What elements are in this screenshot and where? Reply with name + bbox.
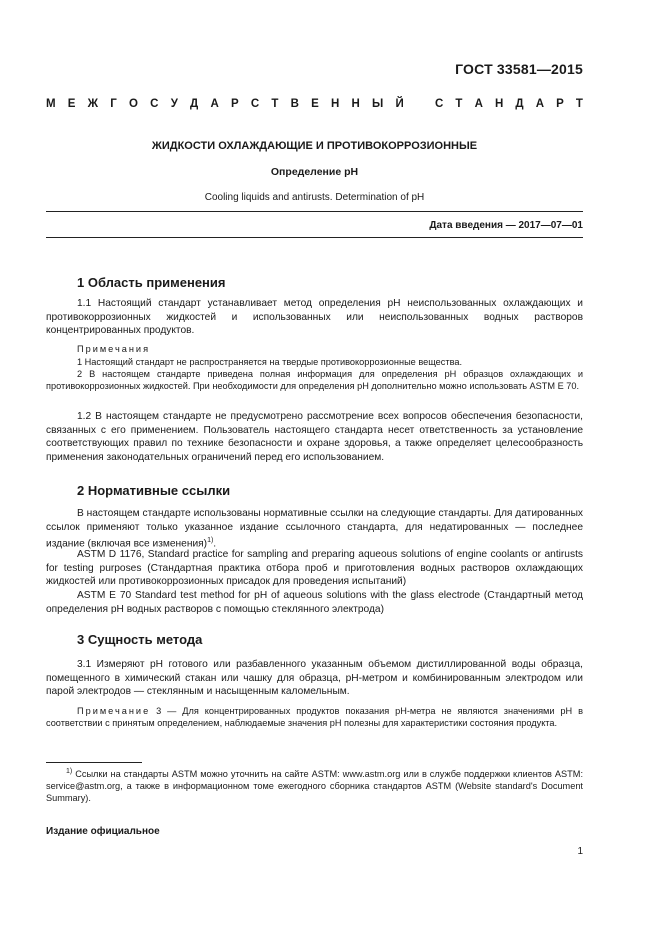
note-1: 1 Настоящий стандарт не распространяется на твердые противокоррозионные вещества. [77, 357, 463, 367]
standard-number: ГОСТ 33581—2015 [455, 61, 583, 77]
section-2-heading: 2 Нормативные ссылки [77, 483, 231, 498]
introduction-date: Дата введения — 2017—07—01 [429, 220, 583, 231]
section-1-heading: 1 Область применения [77, 275, 226, 290]
official-edition-label: Издание официальное [46, 826, 160, 837]
reference-astm-e70: ASTM E 70 Standard test method for pH of aqueous solutions with the glass electrode (Стандартный метод определения pH водных растворов с помощью стеклянного электрода) [46, 590, 583, 615]
title-divider-bottom [46, 237, 583, 238]
standard-letter: А [474, 98, 483, 110]
section-1-paragraph-2: 1.2 В настоящем стандарте не предусмотрено рассмотрение всех вопросов обеспечения безопасности, связанных с его применением. Пользователь настоящего стандарта несет ответственность за установление соответствующих правил по технике безопасности и охране здоровья, а также определяет целесообразность применения законодательных ограничений перед его использованием. [46, 411, 583, 463]
section-2-paragraph-1-end: . [213, 538, 217, 550]
interstate-letter: М [46, 98, 56, 110]
interstate-letter: Н [330, 98, 340, 110]
interstate-letter: Ж [87, 98, 99, 110]
section-3-note [46, 705, 583, 729]
standard-letter: С [435, 98, 444, 110]
interstate-letter: О [129, 98, 138, 110]
interstate-letter: С [250, 98, 260, 110]
standard-letter: Д [515, 98, 524, 110]
interstate-word [46, 98, 404, 110]
footnote [46, 766, 583, 805]
interstate-letter: С [150, 98, 159, 110]
section-3-paragraph-1: 3.1 Измеряют pH готового или разбавленного указанным объемом дистиллированной воды образца, помещенного в химический стакан или чашку для образца, pH-метром и комбинированным электродом или парой электродов — стеклянным и насыщенным каломельным. [46, 659, 583, 698]
notes-label-text: Примечания [77, 344, 151, 354]
interstate-letter: Й [395, 98, 404, 110]
section-3-note-text: 3 — Для концентрированных продуктов показания pH-метра не являются значениями pH в соответствии с принятым определением, наблюдаемые значения pH полезны для характеристики состояния продукта. [46, 706, 583, 729]
document-subtitle: Определение pH [270, 166, 359, 178]
section-1-paragraph-1: 1.1 Настоящий стандарт устанавливает метод определения pH неиспользованных охлаждающих и противокоррозионных жидкостей и использованных или неиспользованных водных растворов концентрированных продуктов. [46, 298, 583, 337]
footnote-reference: 1) [207, 537, 214, 545]
section-3-note-label: Примечание [77, 706, 151, 716]
standard-letter: Т [455, 98, 463, 110]
section-2-paragraph-1-text: В настоящем стандарте использованы нормативные ссылки на следующие стандарты. Для датированных ссылок применяют только указанное издание ссылочного стандарта, для недатированных — последнее издание (включая все изменения) [46, 508, 583, 550]
interstate-letter: А [210, 98, 219, 110]
standard-letter: Р [556, 98, 564, 110]
section-3-heading: 3 Сущность метода [77, 632, 203, 647]
interstate-letter: Т [271, 98, 279, 110]
interstate-letter: У [170, 98, 178, 110]
notes-label [46, 343, 583, 355]
standard-letter: Н [494, 98, 504, 110]
document-title: ЖИДКОСТИ ОХЛАЖДАЮЩИЕ И ПРОТИВОКОРРОЗИОННЫЕ [151, 140, 478, 152]
interstate-standard-banner [46, 98, 583, 110]
interstate-letter: Д [190, 98, 199, 110]
interstate-letter: Е [311, 98, 319, 110]
english-title: Cooling liquids and antirusts. Determination of pH [204, 192, 425, 203]
interstate-letter: Г [110, 98, 117, 110]
footnote-rule [46, 762, 142, 763]
interstate-letter: В [290, 98, 299, 110]
interstate-letter: Р [230, 98, 239, 110]
standard-letter: А [535, 98, 545, 110]
section-2-paragraph-1 [46, 507, 583, 551]
interstate-letter: Н [351, 98, 360, 110]
page-number: 1 [577, 846, 583, 857]
title-divider-top [46, 211, 583, 212]
reference-astm-d1176: ASTM D 1176, Standard practice for sampling and preparing aqueous solutions of engine coolants or antirusts for testing purposes (Стандартная практика отбора проб и приготовления водных растворов охлаждающих жидкостей или противокоррозионных присадок для проведения испытаний) [46, 549, 583, 588]
footnote-text: Ссылки на стандарты ASTM можно уточнить на сайте ASTM: www.astm.org или в службе поддержки клиентов ASTM: service@astm.org, а также в информационном томе ежегодного сборника стандартов ASTM (Website standard's Document Summary). [46, 769, 583, 804]
standard-letter: Т [575, 98, 583, 110]
standard-word [435, 98, 583, 110]
note-2: 2 В настоящем стандарте приведена полная информация для определения pH образцов охлаждающих и противокоррозионных жидкостей. При необходимости для определения pH дополнительно можно использовать ASTM E 70. [46, 369, 583, 392]
interstate-letter: Е [67, 98, 76, 110]
footnote-mark: 1) [66, 768, 73, 775]
interstate-letter: Ы [372, 98, 384, 110]
